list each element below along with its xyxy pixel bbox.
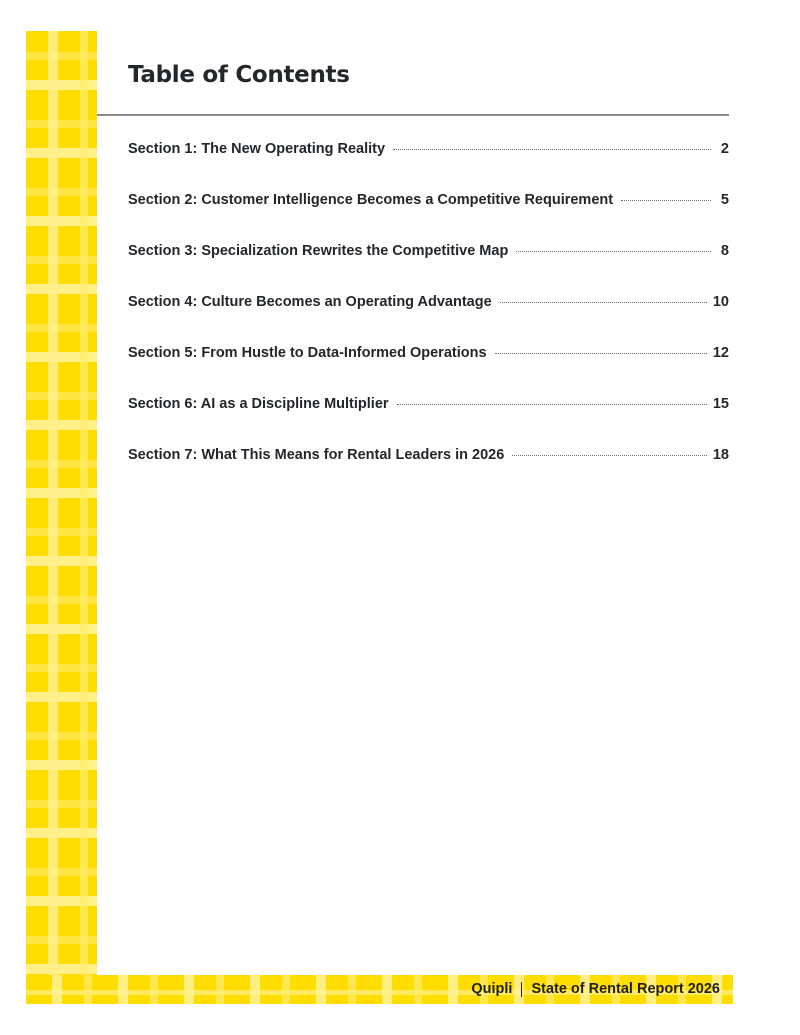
toc-entry-label: Section 3: Specialization Rewrites the Competitive Map (128, 243, 509, 259)
toc-entry-label: Section 6: AI as a Discipline Multiplier (128, 396, 389, 412)
dot-leader (397, 404, 707, 405)
dot-leader (512, 455, 707, 456)
toc-entry-2[interactable] (128, 192, 729, 243)
toc-list (128, 141, 729, 498)
toc-entry-4[interactable] (128, 294, 729, 345)
toc-entry-label: Section 7: What This Means for Rental Leaders in 2026 (128, 447, 505, 463)
yellow-pattern-sidebar (26, 31, 97, 1004)
toc-entry-label: Section 1: The New Operating Reality (128, 141, 386, 157)
toc-entry-1[interactable] (128, 141, 729, 192)
toc-entry-page: 5 (720, 192, 729, 208)
footer-report-title: State of Rental Report 2026 (531, 981, 720, 997)
dot-leader (516, 251, 711, 252)
dot-leader (500, 302, 707, 303)
footer-brand: Quipli (471, 981, 513, 997)
toc-entry-7[interactable] (128, 447, 729, 498)
toc-entry-label: Section 2: Customer Intelligence Becomes a Competitive Requirement (128, 192, 614, 208)
footer-separator (521, 982, 522, 997)
toc-entry-page: 2 (720, 141, 729, 157)
toc-entry-page: 8 (720, 243, 729, 259)
toc-entry-page: 18 (712, 447, 729, 463)
dot-leader (621, 200, 711, 201)
toc-entry-6[interactable] (128, 396, 729, 447)
dot-leader (495, 353, 707, 354)
page-footer (471, 981, 720, 997)
toc-entry-page: 12 (712, 345, 729, 361)
toc-entry-page: 10 (712, 294, 729, 310)
toc-entry-label: Section 5: From Hustle to Data-Informed Operations (128, 345, 487, 361)
page-title: Table of Contents (128, 62, 350, 88)
toc-entry-page: 15 (712, 396, 729, 412)
toc-entry-3[interactable] (128, 243, 729, 294)
dot-leader (393, 149, 711, 150)
title-divider (97, 114, 729, 116)
toc-entry-label: Section 4: Culture Becomes an Operating Advantage (128, 294, 492, 310)
toc-entry-5[interactable] (128, 345, 729, 396)
